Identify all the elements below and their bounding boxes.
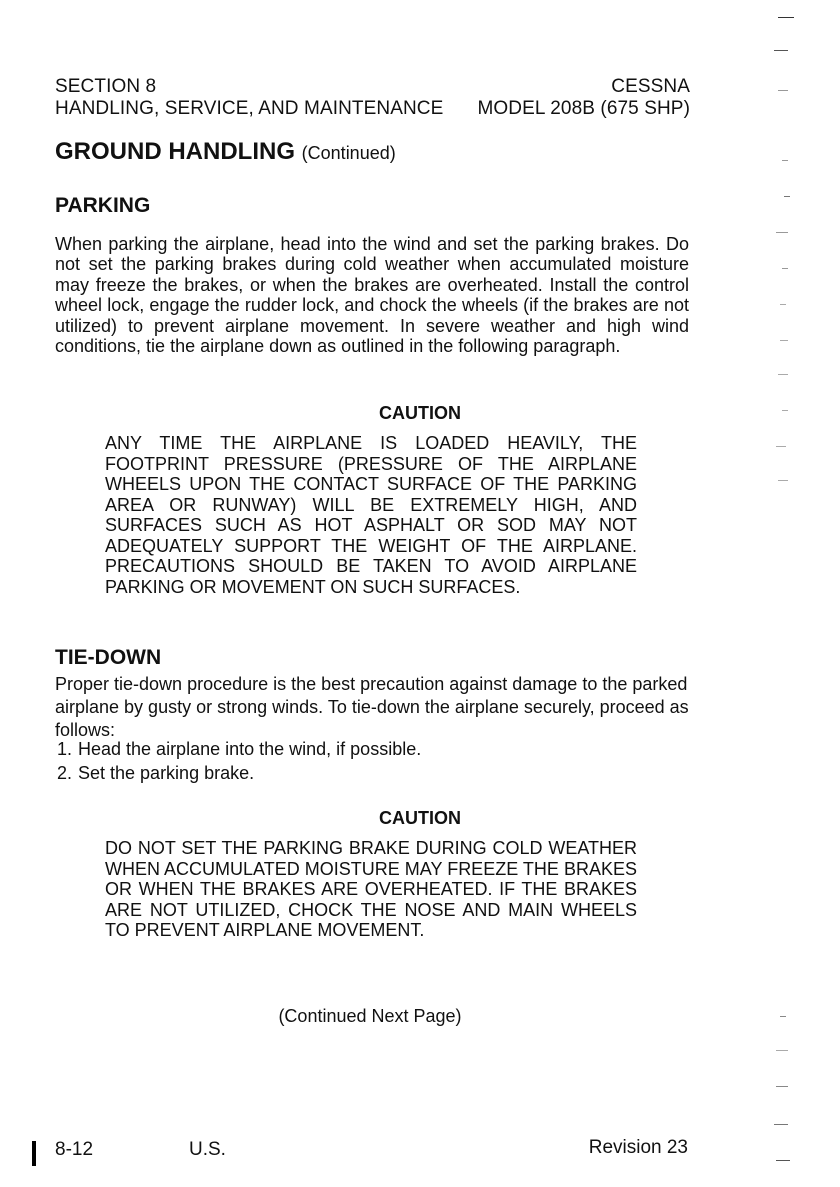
model-label: MODEL 208B (675 SHP)	[477, 98, 690, 119]
edition-label: U.S.	[189, 1139, 226, 1160]
parking-caution-label: CAUTION	[379, 403, 461, 423]
page-number: 8-12	[55, 1139, 94, 1160]
step-text: Head the airplane into the wind, if possible.	[78, 739, 422, 759]
list-item	[46, 761, 686, 785]
section-title: HANDLING, SERVICE, AND MAINTENANCE	[55, 98, 444, 119]
parking-paragraph: When parking the airplane, head into the wind and set the parking brakes. Do not set the parking brakes during cold weather when accumulated moisture may freeze the brakes, or when the brakes are overheated. Install the control wheel lock, engage the rudder lock, and chock the wheels (if the brakes are not utilized) to prevent airplane movement. In severe weather and high wind conditions, tie the airplane down as outlined in the following paragraph.	[55, 234, 689, 357]
manufacturer-label: CESSNA	[611, 76, 690, 97]
page-title	[55, 138, 396, 166]
section-label: SECTION 8	[55, 76, 157, 97]
step-text: Set the parking brake.	[78, 763, 255, 783]
scan-margin-marks	[770, 0, 800, 1187]
page-title-continued: (Continued)	[301, 143, 396, 163]
step-number: 2.	[56, 763, 72, 783]
parking-heading: PARKING	[55, 194, 151, 217]
tiedown-paragraph: Proper tie-down procedure is the best precaution against damage to the parked airplane by gusty or strong winds. To tie-down the airplane securely, proceed as follows:	[55, 674, 689, 740]
tiedown-caution-text: DO NOT SET THE PARKING BRAKE DURING COLD WEATHER WHEN ACCUMULATED MOISTURE MAY FREEZE THE BRAKES OR WHEN THE BRAKES ARE OVERHEATED. IF THE BRAKES ARE NOT UTILIZED, CHOCK THE NOSE AND MAIN WHEELS TO PREVENT AIRPLANE MOVEMENT.	[105, 838, 637, 940]
parking-caution-text: ANY TIME THE AIRPLANE IS LOADED HEAVILY, THE FOOTPRINT PRESSURE (PRESSURE OF THE AIRPLANE WHEELS UPON THE CONTACT SURFACE OF THE PARKING AREA OR RUNWAY) WILL BE EXTREMELY HIGH, AND SURFACES SUCH AS HOT ASPHALT OR SOD MAY NOT ADEQUATELY SUPPORT THE WEIGHT OF THE AIRPLANE. PRECAUTIONS SHOULD BE TAKEN TO AVOID AIRPLANE PARKING OR MOVEMENT ON SUCH SURFACES.	[105, 433, 637, 597]
tiedown-heading: TIE-DOWN	[55, 646, 162, 669]
list-item	[46, 737, 686, 761]
continued-next-page: (Continued Next Page)	[278, 1006, 462, 1026]
tiedown-caution-label: CAUTION	[379, 808, 461, 828]
revision-bar	[32, 1141, 36, 1166]
step-number: 1.	[56, 739, 72, 759]
revision-label: Revision 23	[588, 1137, 688, 1158]
page-title-main: GROUND HANDLING	[55, 138, 295, 165]
tiedown-steps	[46, 737, 686, 785]
